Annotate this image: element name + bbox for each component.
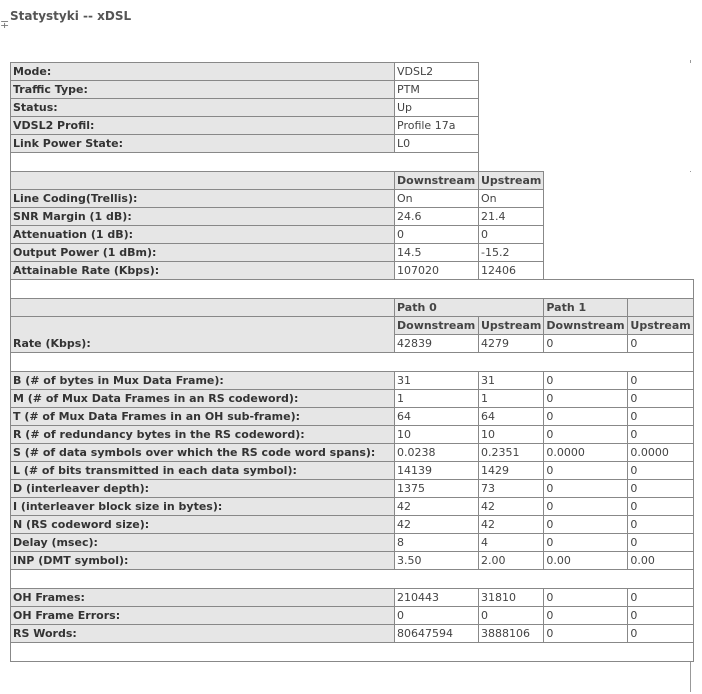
table-row [11,444,694,462]
output-power-label: Output Power (1 dBm): [11,244,395,262]
framing-param-value: 42 [479,516,544,534]
page-title: Statystyki -- xDSL [10,9,132,23]
counter-label: OH Frame Errors: [11,607,395,625]
table-row [11,81,694,99]
mode-value: VDSL2 [395,63,479,81]
snr-margin-down: 24.6 [395,208,479,226]
framing-param-value: 1 [395,390,479,408]
counter-value: 0 [544,589,628,607]
vdsl2-profile-label: VDSL2 Profil: [11,117,395,135]
framing-param-value: 0.00 [544,552,628,570]
framing-param-value: 42 [395,498,479,516]
line-coding-label: Line Coding(Trellis): [11,190,395,208]
table-row [11,372,694,390]
counters-section [11,589,694,643]
attainable-rate-down: 107020 [395,262,479,280]
path-0-upstream-header: Upstream [479,317,544,335]
counter-value: 0 [395,607,479,625]
path-1-header: Path 1 [544,299,628,317]
rate-label: Rate (Kbps): [11,317,395,353]
link-power-state-value: L0 [395,135,479,153]
framing-param-value: 1 [479,390,544,408]
table-row [11,462,694,480]
traffic-type-label: Traffic Type: [11,81,395,99]
rate-value: 0 [544,335,628,353]
rate-value: 42839 [395,335,479,353]
framing-param-value: 0 [628,426,693,444]
framing-param-value: 1375 [395,480,479,498]
framing-param-value: 0 [544,408,628,426]
line-coding-up: On [479,190,544,208]
framing-param-value: 0 [628,372,693,390]
xdsl-stats-table [10,62,694,662]
table-row [11,299,694,317]
framing-section [11,372,694,570]
output-power-up: -15.2 [479,244,544,262]
spacer-row [11,153,694,172]
framing-param-value: 0 [544,498,628,516]
line-coding-down: On [395,190,479,208]
output-power-down: 14.5 [395,244,479,262]
framing-param-value: 0 [628,498,693,516]
counter-value: 0 [628,607,693,625]
framing-param-label: N (RS codeword size): [11,516,395,534]
framing-param-value: 0 [628,480,693,498]
framing-param-value: 0 [544,426,628,444]
framing-param-value: 0.00 [628,552,693,570]
path-0-downstream-header: Downstream [395,317,479,335]
link-power-state-label: Link Power State: [11,135,395,153]
spacer-row [11,643,694,662]
path-1-upstream-header: Upstream [628,317,693,335]
table-row [11,426,694,444]
attenuation-down: 0 [395,226,479,244]
attenuation-label: Attenuation (1 dB): [11,226,395,244]
counter-value: 3888106 [479,625,544,643]
framing-param-label: Delay (msec): [11,534,395,552]
title-marker-icon: ∓ [0,18,10,31]
framing-param-label: S (# of data symbols over which the RS code word spans): [11,444,395,462]
framing-param-label: T (# of Mux Data Frames in an OH sub-frame): [11,408,395,426]
framing-param-value: 0.0238 [395,444,479,462]
spacer-row [11,353,694,372]
table-row [11,607,694,625]
table-row [11,516,694,534]
rate-value: 0 [628,335,693,353]
framing-param-value: 0 [544,462,628,480]
framing-param-value: 42 [479,498,544,516]
vdsl2-profile-value: Profile 17a [395,117,479,135]
counter-value: 210443 [395,589,479,607]
line-upstream-header: Upstream [479,172,544,190]
counter-value: 0 [628,589,693,607]
spacer-row [11,280,694,299]
framing-param-value: 0 [544,390,628,408]
framing-param-value: 0 [544,516,628,534]
counter-label: OH Frames: [11,589,395,607]
framing-param-value: 0 [628,462,693,480]
framing-param-value: 0 [628,534,693,552]
framing-param-value: 0 [628,390,693,408]
table-row [11,390,694,408]
framing-param-value: 31 [479,372,544,390]
framing-param-label: M (# of Mux Data Frames in an RS codeword): [11,390,395,408]
framing-param-value: 64 [479,408,544,426]
framing-param-value: 3.50 [395,552,479,570]
attainable-rate-up: 12406 [479,262,544,280]
snr-margin-label: SNR Margin (1 dB): [11,208,395,226]
snr-margin-up: 21.4 [479,208,544,226]
table-row [11,117,694,135]
attenuation-up: 0 [479,226,544,244]
framing-param-value: 0.0000 [544,444,628,462]
framing-param-value: 64 [395,408,479,426]
framing-param-label: R (# of redundancy bytes in the RS codeword): [11,426,395,444]
framing-param-label: D (interleaver depth): [11,480,395,498]
mode-label: Mode: [11,63,395,81]
framing-param-value: 4 [479,534,544,552]
table-row [11,244,694,262]
counter-value: 80647594 [395,625,479,643]
path-1-downstream-header: Downstream [544,317,628,335]
table-row [11,172,694,190]
table-row [11,208,694,226]
framing-param-value: 31 [395,372,479,390]
table-row [11,552,694,570]
counter-value: 0 [628,625,693,643]
rate-value: 4279 [479,335,544,353]
table-row [11,498,694,516]
framing-param-value: 10 [479,426,544,444]
counter-value: 0 [479,607,544,625]
counter-value: 0 [544,625,628,643]
counter-value: 31810 [479,589,544,607]
framing-param-value: 0 [544,480,628,498]
framing-param-label: I (interleaver block size in bytes): [11,498,395,516]
table-row [11,190,694,208]
framing-param-value: 0.0000 [628,444,693,462]
line-downstream-header: Downstream [395,172,479,190]
framing-param-value: 14139 [395,462,479,480]
framing-param-label: INP (DMT symbol): [11,552,395,570]
path-0-header: Path 0 [395,299,544,317]
framing-param-value: 1429 [479,462,544,480]
framing-param-label: B (# of bytes in Mux Data Frame): [11,372,395,390]
table-row [11,480,694,498]
attainable-rate-label: Attainable Rate (Kbps): [11,262,395,280]
traffic-type-value: PTM [395,81,479,99]
status-label: Status: [11,99,395,117]
framing-param-value: 8 [395,534,479,552]
counter-label: RS Words: [11,625,395,643]
framing-param-value: 0 [628,408,693,426]
framing-param-value: 73 [479,480,544,498]
framing-param-value: 10 [395,426,479,444]
status-value: Up [395,99,479,117]
framing-param-value: 2.00 [479,552,544,570]
framing-param-value: 0.2351 [479,444,544,462]
table-row [11,625,694,643]
table-row [11,262,694,280]
framing-param-value: 42 [395,516,479,534]
framing-param-value: 0 [544,534,628,552]
counter-value: 0 [544,607,628,625]
table-row [11,589,694,607]
framing-param-value: 0 [628,516,693,534]
table-row [11,317,694,335]
table-row [11,135,694,153]
framing-param-label: L (# of bits transmitted in each data symbol): [11,462,395,480]
table-row [11,63,694,81]
table-row [11,408,694,426]
table-row [11,226,694,244]
framing-param-value: 0 [544,372,628,390]
table-row [11,534,694,552]
spacer-row [11,570,694,589]
table-row [11,99,694,117]
